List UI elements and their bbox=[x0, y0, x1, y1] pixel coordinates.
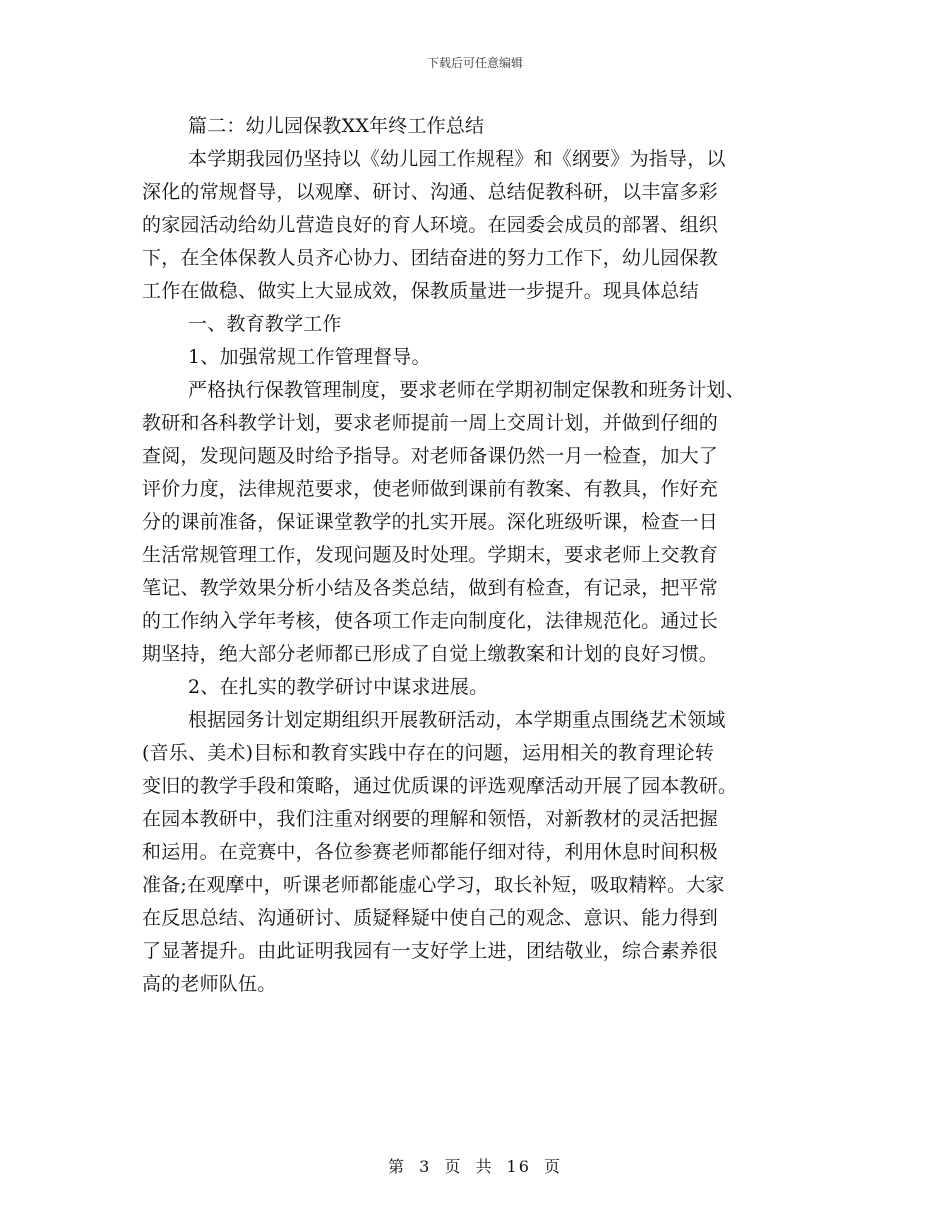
paragraph-line: 下，在全体保教人员齐心协力、团结奋进的努力工作下，幼儿园保教 bbox=[142, 247, 719, 269]
paragraph-line: 评价力度，法律规范要求，使老师做到课前有教案、有教具，作好充 bbox=[142, 478, 719, 500]
paragraph-line: 深化的常规督导，以观摩、研讨、沟通、总结促教科研，以丰富多彩 bbox=[142, 181, 719, 203]
document-title: 篇二：幼儿园保教XX年终工作总结 bbox=[188, 115, 485, 137]
paragraph-line: 变旧的教学手段和策略，通过优质课的评选观摩活动开展了园本教研。 bbox=[142, 775, 738, 797]
subsection-heading: 2、在扎实的教学研讨中谋求进展。 bbox=[188, 676, 489, 698]
paragraph-line: 严格执行保教管理制度，要求老师在学期初制定保教和班务计划、 bbox=[188, 379, 745, 401]
paragraph-line: 的家园活动给幼儿营造良好的育人环境。在园委会成员的部署、组织 bbox=[142, 214, 719, 236]
paragraph-line: 根据园务计划定期组织开展教研活动，本学期重点围绕艺术领域 bbox=[188, 709, 726, 731]
paragraph-line: 笔记、教学效果分析小结及各类总结，做到有检查，有记录，把平常 bbox=[142, 577, 719, 599]
paragraph-line: 了显著提升。由此证明我园有一支好学上进，团结敬业，综合素养很 bbox=[142, 940, 719, 962]
paragraph-line: 高的老师队伍。 bbox=[142, 973, 277, 995]
paragraph-line: 本学期我园仍坚持以《幼儿园工作规程》和《纲要》为指导，以 bbox=[188, 148, 726, 170]
paragraph-line: 教研和各科教学计划，要求老师提前一周上交周计划，并做到仔细的 bbox=[142, 412, 719, 434]
paragraph-line: 查阅，发现问题及时给予指导。对老师备课仍然一月一检查，加大了 bbox=[142, 445, 719, 467]
paragraph-line: 在园本教研中，我们注重对纲要的理解和领悟，对新教材的灵活把握 bbox=[142, 808, 719, 830]
section-heading: 一、教育教学工作 bbox=[188, 313, 342, 335]
paragraph-line: (音乐、美术)目标和教育实践中存在的问题，运用相关的教育理论转 bbox=[142, 742, 715, 764]
page-footer: 第 3 页 共 16 页 bbox=[388, 1157, 562, 1176]
paragraph-line: 准备;在观摩中，听课老师都能虚心学习，取长补短，吸取精粹。大家 bbox=[142, 874, 725, 896]
paragraph-line: 期坚持，绝大部分老师都已形成了自觉上缴教案和计划的良好习惯。 bbox=[142, 643, 719, 665]
page-header: 下载后可任意编辑 bbox=[426, 56, 523, 70]
paragraph-line: 在反思总结、沟通研讨、质疑释疑中使自己的观念、意识、能力得到 bbox=[142, 907, 719, 929]
paragraph-line: 和运用。在竞赛中，各位参赛老师都能仔细对待，利用休息时间积极 bbox=[142, 841, 719, 863]
paragraph-line: 的工作纳入学年考核，使各项工作走向制度化，法律规范化。通过长 bbox=[142, 610, 719, 632]
document-body bbox=[142, 110, 810, 1001]
subsection-heading: 1、加强常规工作管理督导。 bbox=[188, 346, 431, 368]
paragraph-line: 生活常规管理工作，发现问题及时处理。学期末，要求老师上交教育 bbox=[142, 544, 719, 566]
paragraph-line: 分的课前准备，保证课堂教学的扎实开展。深化班级听课，检查一日 bbox=[142, 511, 719, 533]
paragraph-line: 工作在做稳、做实上大显成效，保教质量进一步提升。现具体总结 bbox=[142, 280, 699, 302]
